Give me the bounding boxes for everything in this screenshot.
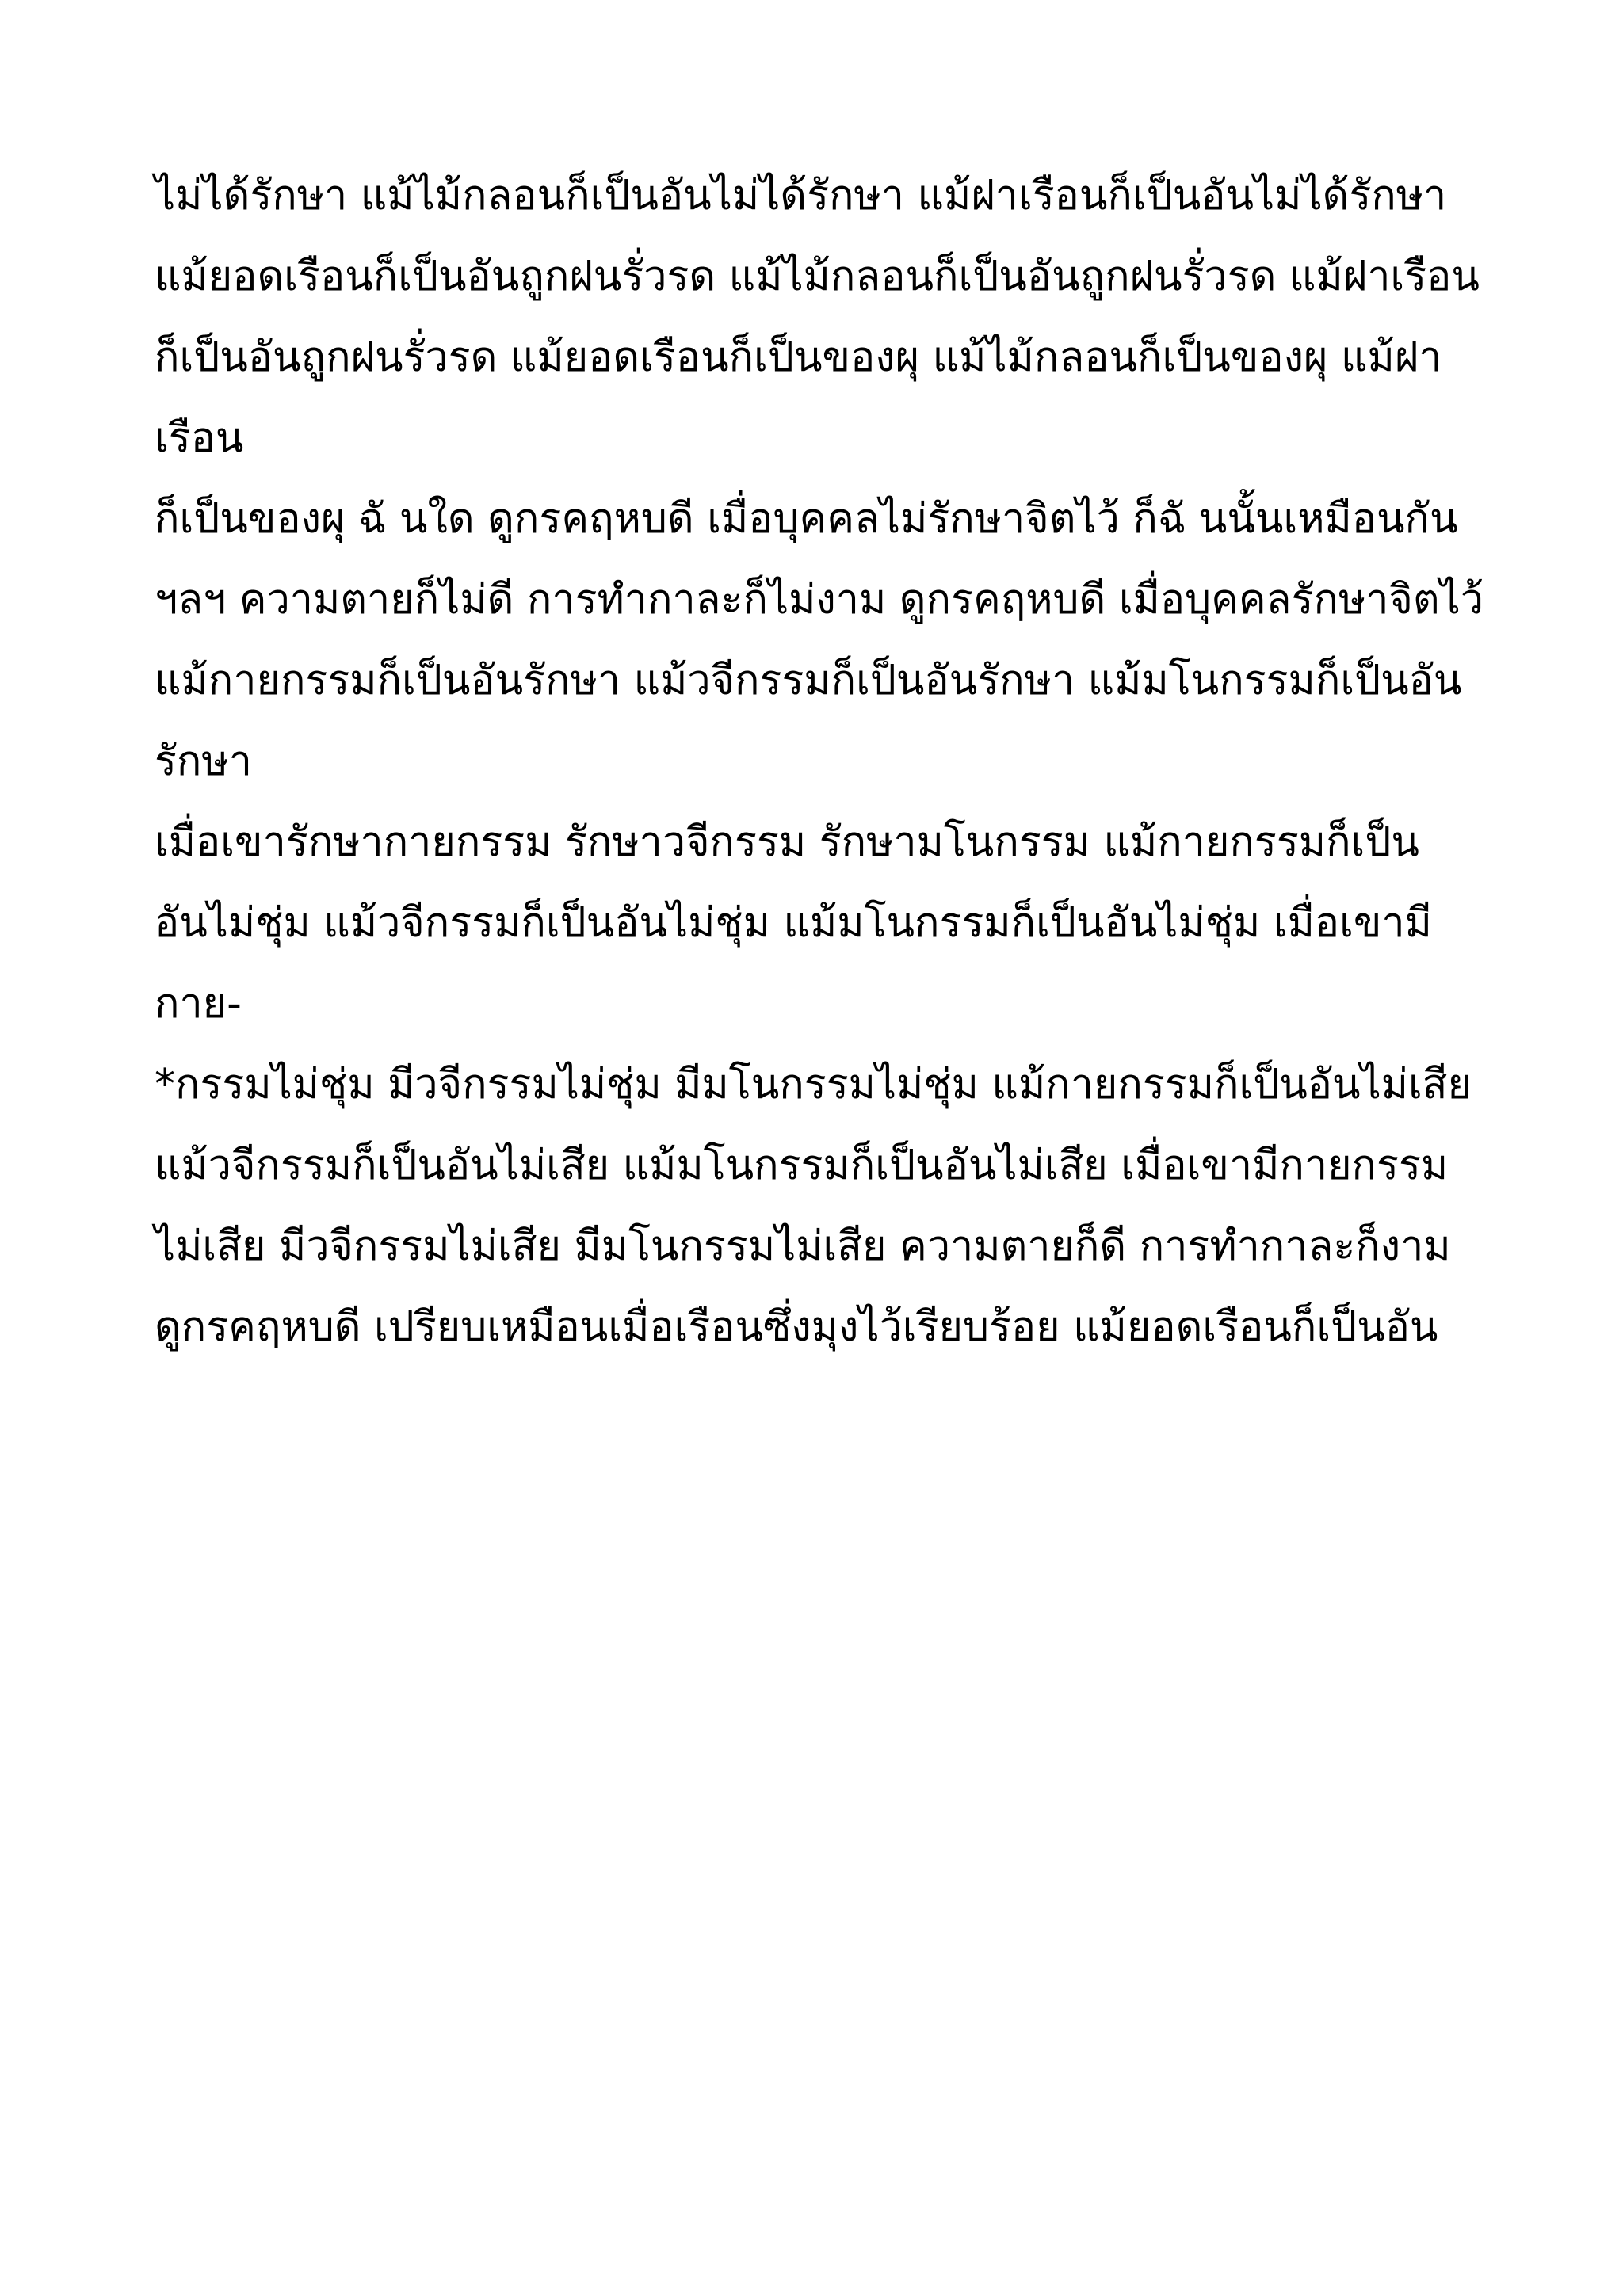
paragraph: ก็เป็นอันถูกฝนรั่วรด แม้ยอดเรือนก็เป็นของผุ แม้ไม้กลอนก็เป็นของผุ แม้ฝาเรือน bbox=[155, 334, 1442, 462]
paragraph: ไม่เสีย มีวจีกรรมไม่เสีย มีมโนกรรมไม่เสีย ความตายก็ดี การทำกาละก็งาม bbox=[155, 1222, 1451, 1270]
body-text bbox=[155, 155, 1486, 1367]
paragraph: ไม่ได้รักษา แม้ไม้กลอนก็เป็นอันไม่ได้รักษา แม้ฝาเรือนก็เป็นอันไม่ได้รักษา bbox=[155, 172, 1447, 219]
paragraph: อันไม่ชุ่ม แม้วจีกรรมก็เป็นอันไม่ชุ่ม แม้มโนกรรมก็เป็นอันไม่ชุ่ม เมื่อเขามีกาย- bbox=[155, 899, 1432, 1028]
paragraph: แม้กายกรรมก็เป็นอันรักษา แม้วจีกรรมก็เป็นอันรักษา แม้มโนกรรมก็เป็นอันรักษา bbox=[155, 657, 1462, 785]
paragraph: ก็เป็นของผุ ฉั นใด ดูกรคฤหบดี เมื่อบุคคลไม่รักษาจิตไว้ ก็ฉั นนั้นเหมือนกัน bbox=[155, 495, 1458, 543]
paragraph: ฯลฯ ความตายก็ไม่ดี การทำกาละก็ไม่งาม ดูกรคฤหบดี เมื่อบุคคลรักษาจิตไว้ bbox=[155, 576, 1484, 624]
paragraph: แม้วจีกรรมก็เป็นอันไม่เสีย แม้มโนกรรมก็เป็นอันไม่เสีย เมื่อเขามีกายกรรม bbox=[155, 1142, 1449, 1189]
paragraph: *กรรมไม่ชุ่ม มีวจีกรรมไม่ชุ่ม มีมโนกรรมไม่ชุ่ม แม้กายกรรมก็เป็นอันไม่เสีย bbox=[155, 1061, 1472, 1108]
paragraph: แม้ยอดเรือนก็เป็นอันถูกฝนรั่วรด แม้ไม้กลอนก็เป็นอันถูกฝนรั่วรด แม้ฝาเรือน bbox=[155, 253, 1480, 300]
paragraph: เมื่อเขารักษากายกรรม รักษาวจีกรรม รักษามโนกรรม แม้กายกรรมก็เป็น bbox=[155, 818, 1419, 866]
paragraph: ดูกรคฤหบดี เปรียบเหมือนเมื่อเรือนซึ่งมุงไว้เรียบร้อย แม้ยอดเรือนก็เป็นอัน bbox=[155, 1303, 1438, 1351]
